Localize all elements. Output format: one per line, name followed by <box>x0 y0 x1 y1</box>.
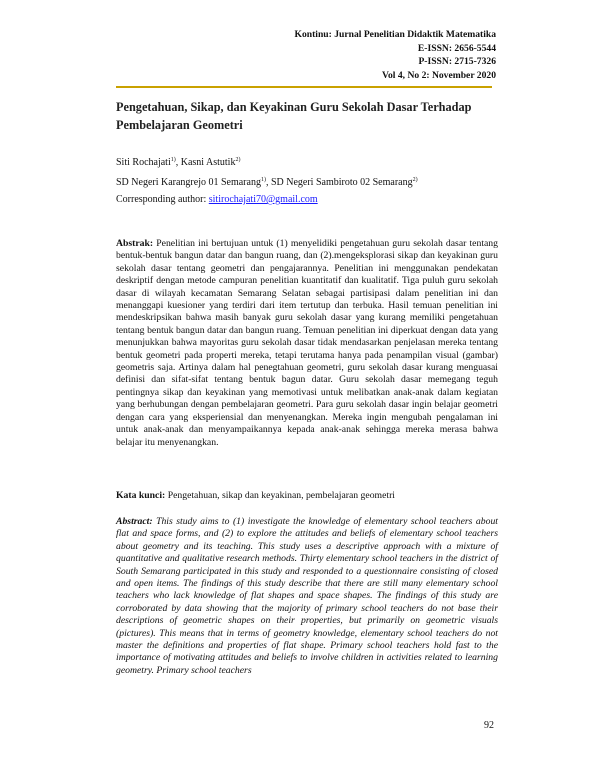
author-1: Siti Rochajati <box>116 157 171 168</box>
corresponding-email-link[interactable]: sitirochajati70@gmail.com <box>208 194 318 205</box>
author-block <box>116 154 506 214</box>
author-2-sup: 2) <box>235 157 241 163</box>
abstract-paragraph <box>116 516 498 677</box>
keywords-label: Kata kunci: <box>116 490 166 501</box>
affiliation-sep: , <box>265 177 271 188</box>
paper-title: Pengetahuan, Sikap, dan Keyakinan Guru Sekolah Dasar Terhadap Pembelajaran Geometri <box>116 100 472 132</box>
journal-name: Kontinu: Jurnal Penelitian Didaktik Matematika <box>294 29 496 40</box>
author-sep: , <box>175 157 181 168</box>
page-number: 92 <box>484 720 494 731</box>
abstract-text: This study aims to (1) investigate the knowledge of elementary school teachers about flat and space forms, and (2) to explore the attitudes and beliefs of elementary school teachers about geometry and its teaching. This study uses a descriptive approach with a mixture of quantitative and qualitative research methods. Thirty elementary school teachers in the district of South Semarang participated in this study and responded to a questionnaire consisting of closed and open items. The findings of this study describe that there are still many elementary school teachers who lack knowledge of flat shapes and space shapes. The findings of this study are corroborated by data showing that the majority of primary school teachers do not base their descriptions of geometric shapes on their properties, but primarily on geometric visuals (pictures). This means that in terms of geometry knowledge, elementary school teachers do not master the definitions and properties of flat shape. Primary school teachers hold fast to the importance of motivating attitudes and beliefs to involve children in activities related to learning geometry. Primary school teachers <box>116 516 498 676</box>
keywords-text: Pengetahuan, sikap dan keyakinan, pembelajaran geometri <box>165 490 395 501</box>
journal-header <box>295 28 496 82</box>
affiliation-2: SD Negeri Sambiroto 02 Semarang <box>270 177 413 188</box>
keywords-line <box>116 490 498 502</box>
abstrak-paragraph <box>116 238 498 449</box>
corresponding-label: Corresponding author: <box>116 194 209 205</box>
author-1-sup: 1) <box>170 157 176 163</box>
abstract-label: Abstract: <box>116 516 153 527</box>
affiliation-1-sup: 1) <box>260 177 266 183</box>
affiliation-2-sup: 2) <box>412 177 418 183</box>
affiliation-1: SD Negeri Karangrejo 01 Semarang <box>116 177 261 188</box>
author-line <box>116 154 506 174</box>
eissn: E-ISSN: 2656-5544 <box>417 42 496 54</box>
author-2: Kasni Astutik <box>180 157 236 168</box>
pissn: P-ISSN: 2715-7326 <box>418 56 496 68</box>
header-rule <box>116 86 492 88</box>
abstrak-label: Abstrak: <box>116 238 154 249</box>
affiliation-line <box>116 174 506 194</box>
volume-issue: Vol 4, No 2: November 2020 <box>381 69 496 81</box>
corresponding-line <box>116 194 506 214</box>
abstrak-text: Penelitian ini bertujuan untuk (1) menyelidiki pengetahuan guru sekolah dasar tentang bentuk-bentuk bangun datar dan bangun ruang, dan (2).mengeksplorasi sikap dan keyakinan guru sekolah dasar tentang geometri dan pengajarannya. Penelitian ini menggunakan pendekatan deskriptif dengan metode campuran penelitian kuantitatif dan kualitatif. Tiga puluh guru sekolah dasar di wilayah kecamatan Semarang Selatan sebagai partisipasi dalam penelitian ini dan menanggapi kuesioner yang terdiri dari item tertutup dan terbuka. Hasil temuan penelitian ini mendeskripsikan bahwa masih banyak guru sekolah dasar yang kurang memiliki pengetahuan tentang bentuk bangun datar dan bangun ruang. Temuan penelitian ini diperkuat dengan data yang menunjukkan bahwa mayoritas guru sekolah dasar tidak mendasarkan penjelasan mereka tentang bentuk geometri pada properti mereka, tetapi terutama hanya pada penampilan visual (gambar) geometris saja. Artinya dalam hal penegtahuan geometri, guru sekolah dasar kurang menguasai definisi dan sifat-sifat tentang bentuk bagun datar. Guru sekolah dasar memegang teguh pentingnya sikap dan keyakinan yang memotivasi untuk melibatkan anak-anak dalam kegiatan yang berhubungan dengan pembelajaran geometri. Para guru sekolah dasar ingin belajar geometri dengan cara yang eksperiensial dan menyenangkan. Mereka ingin mengubah pengalaman ini untuk anak-anak dan menyampaikannya kepada anak-anak sehingga mereka merasa bahwa belajar itu menyenangkan. <box>116 238 498 448</box>
